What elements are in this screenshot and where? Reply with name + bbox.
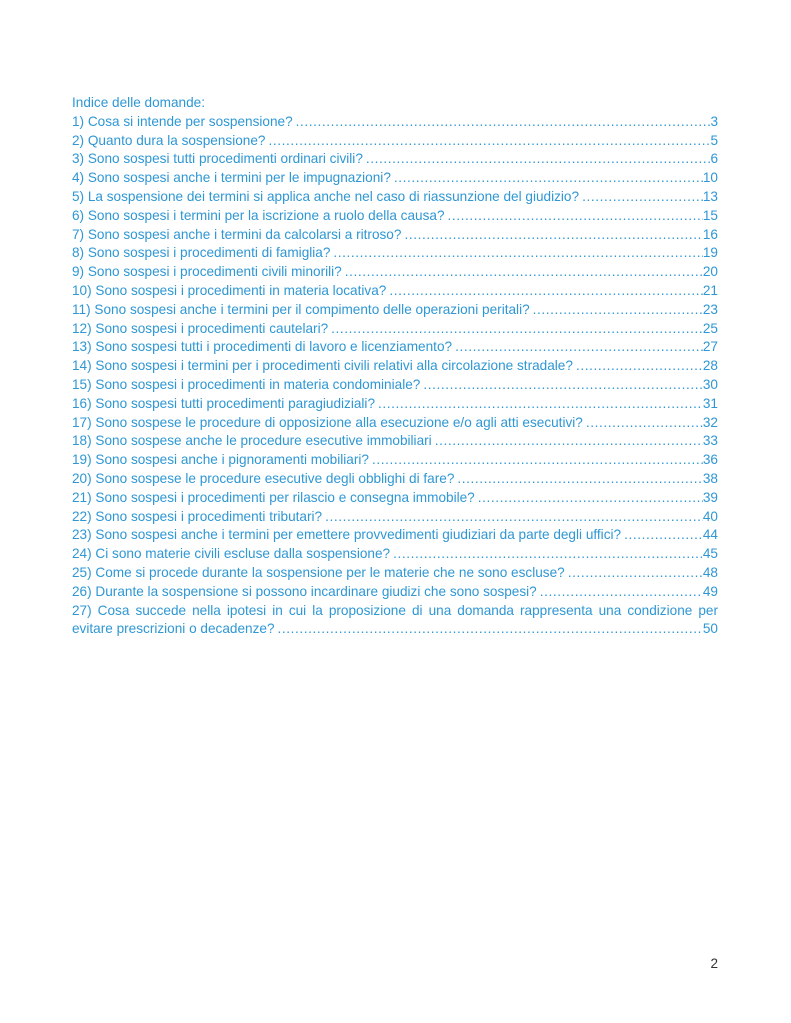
toc-entry-page-number: 45 [702, 546, 718, 562]
toc-heading: Indice delle domande: [72, 95, 206, 110]
dot-leader [278, 620, 703, 639]
toc-entry-label: 9) Sono sospesi i procedimenti civili minorili? [72, 264, 342, 280]
toc-entry-label-line2: evitare prescrizioni o decadenze? [72, 621, 275, 637]
dot-leader [448, 207, 703, 226]
toc-entry-label: 24) Ci sono materie civili escluse dalla sospensione? [72, 546, 391, 562]
toc-entry-page-number: 30 [702, 376, 718, 392]
toc-entry-page-number: 27 [702, 339, 718, 355]
toc-entry-label: 17) Sono sospese le procedure di opposizione alla esecuzione e/o agli atti esecutivi? [72, 414, 583, 430]
toc-entry-page-number: 13 [702, 188, 718, 204]
toc-entry[interactable] [72, 526, 718, 545]
toc-entry-page-number: 40 [702, 508, 718, 524]
toc-entry[interactable] [72, 169, 718, 188]
toc-entry-page-number: 28 [702, 358, 718, 374]
page-footer [710, 956, 718, 971]
toc-entry-label: 15) Sono sospesi i procedimenti in materia condominiale? [72, 376, 421, 392]
toc-entry[interactable] [72, 132, 718, 151]
toc-entry-label: 5) La sospensione dei termini si applica anche nel caso di riassunzione del giudizio? [72, 188, 580, 204]
dot-leader [389, 282, 703, 301]
toc-entry[interactable] [72, 564, 718, 583]
toc-entry-label: 19) Sono sospesi anche i pignoramenti mobiliari? [72, 452, 369, 468]
toc-entry-label: 20) Sono sospese le procedure esecutive degli obblighi di fare? [72, 470, 455, 486]
toc-entry-label-line1: 27) Cosa succede nella ipotesi in cui la proposizione di una domanda rappresenta una condizione per [72, 602, 718, 618]
dot-leader [533, 301, 703, 320]
toc-entry-page-number: 49 [702, 583, 718, 599]
dot-leader [540, 583, 703, 602]
dot-leader [478, 489, 703, 508]
toc-entry[interactable] [72, 320, 718, 339]
dot-leader [333, 244, 702, 263]
toc-entry[interactable] [72, 545, 718, 564]
toc-entry-page-number: 23 [702, 301, 718, 317]
dot-leader [325, 508, 703, 527]
toc-entry[interactable] [72, 414, 718, 433]
toc-entry[interactable] [72, 470, 718, 489]
dot-leader [331, 320, 703, 339]
toc-entry-page-number: 21 [702, 282, 718, 298]
toc-entry-page-number: 36 [702, 452, 718, 468]
toc-entry-page-number: 32 [702, 414, 718, 430]
toc-entry[interactable] [72, 338, 718, 357]
toc-entry-label: 14) Sono sospesi i termini per i procedimenti civili relativi alla circolazione stradale? [72, 358, 573, 374]
toc-entry-page-number: 6 [710, 151, 718, 167]
toc-entry-page-number: 39 [702, 489, 718, 505]
toc-entry-label: 22) Sono sospesi i procedimenti tributari? [72, 508, 323, 524]
toc-entry[interactable] [72, 207, 718, 226]
toc-entry[interactable] [72, 226, 718, 245]
toc-entry-label: 25) Come si procede durante la sospensione per le materie che ne sono escluse? [72, 564, 565, 580]
toc-entry-label: 8) Sono sospesi i procedimenti di famiglia? [72, 245, 331, 261]
toc-entry[interactable] [72, 282, 718, 301]
toc-entry-page-number: 15 [702, 207, 718, 223]
dot-leader [576, 357, 703, 376]
toc-entry[interactable] [72, 508, 718, 527]
dot-leader [296, 113, 711, 132]
toc-entry[interactable] [72, 395, 718, 414]
dot-leader [568, 564, 703, 583]
page-number: 2 [710, 956, 718, 971]
toc-entry-page-number: 44 [702, 527, 718, 543]
toc-entry[interactable] [72, 301, 718, 320]
dot-leader [394, 169, 703, 188]
toc-entry-label: 13) Sono sospesi tutti i procedimenti di lavoro e licenziamento? [72, 339, 453, 355]
toc-entry-label: 21) Sono sospesi i procedimenti per rilascio e consegna immobile? [72, 489, 475, 505]
dot-leader [372, 451, 703, 470]
toc-entry-page-number: 31 [702, 395, 718, 411]
toc-entry-page-number: 19 [702, 245, 718, 261]
dot-leader [268, 132, 710, 151]
toc-entry-page-number: 33 [702, 433, 718, 449]
toc-entry-label: 10) Sono sospesi i procedimenti in materia locativa? [72, 282, 387, 298]
toc-entry-list [72, 113, 718, 639]
toc-entry-label: 1) Cosa si intende per sospensione? [72, 113, 293, 129]
toc-entry[interactable] [72, 263, 718, 282]
toc-entry[interactable] [72, 489, 718, 508]
toc-entry[interactable] [72, 188, 718, 207]
toc-entry[interactable] [72, 357, 718, 376]
dot-leader [378, 395, 703, 414]
table-of-contents [72, 94, 718, 639]
dot-leader [455, 338, 703, 357]
toc-entry-page-number: 25 [702, 320, 718, 336]
toc-entry-page-number: 10 [702, 170, 718, 186]
toc-entry-label: 6) Sono sospesi i termini per la iscrizione a ruolo della causa? [72, 207, 445, 223]
toc-entry-label: 7) Sono sospesi anche i termini da calcolarsi a ritroso? [72, 226, 402, 242]
toc-entry-label: 18) Sono sospese anche le procedure esecutive immobiliari [72, 433, 432, 449]
toc-entry-label: 16) Sono sospesi tutti procedimenti paragiudiziali? [72, 395, 376, 411]
dot-leader [582, 188, 703, 207]
dot-leader [624, 526, 703, 545]
toc-entry-label: 26) Durante la sospensione si possono incardinare giudizi che sono sospesi? [72, 583, 537, 599]
dot-leader [423, 376, 703, 395]
toc-entry[interactable] [72, 150, 718, 169]
toc-entry-page-number: 38 [702, 470, 718, 486]
toc-entry[interactable] [72, 244, 718, 263]
dot-leader [345, 263, 703, 282]
toc-entry[interactable] [72, 583, 718, 602]
toc-entry-page-number: 5 [710, 132, 718, 148]
dot-leader [404, 226, 702, 245]
toc-entry-label: 12) Sono sospesi i procedimenti cautelari? [72, 320, 329, 336]
toc-entry[interactable] [72, 602, 718, 640]
toc-entry[interactable] [72, 376, 718, 395]
toc-entry-label: 11) Sono sospesi anche i termini per il compimento delle operazioni peritali? [72, 301, 530, 317]
toc-entry-page-number: 3 [710, 113, 718, 129]
toc-entry-page-number: 48 [702, 564, 718, 580]
toc-entry-label: 23) Sono sospesi anche i termini per emettere provvedimenti giudiziari da parte degli uffici? [72, 527, 622, 543]
dot-leader [586, 414, 703, 433]
toc-entry-page-number: 16 [702, 226, 718, 242]
dot-leader [457, 470, 702, 489]
toc-entry[interactable] [72, 451, 718, 470]
toc-entry-label: 2) Quanto dura la sospensione? [72, 132, 266, 148]
toc-entry-label: 3) Sono sospesi tutti procedimenti ordinari civili? [72, 151, 363, 167]
toc-entry-page-number: 50 [702, 621, 718, 637]
dot-leader [366, 150, 711, 169]
toc-entry[interactable] [72, 432, 718, 451]
dot-leader [393, 545, 703, 564]
dot-leader [435, 432, 703, 451]
toc-entry[interactable] [72, 113, 718, 132]
toc-entry-label: 4) Sono sospesi anche i termini per le impugnazioni? [72, 170, 391, 186]
toc-entry-page-number: 20 [702, 264, 718, 280]
